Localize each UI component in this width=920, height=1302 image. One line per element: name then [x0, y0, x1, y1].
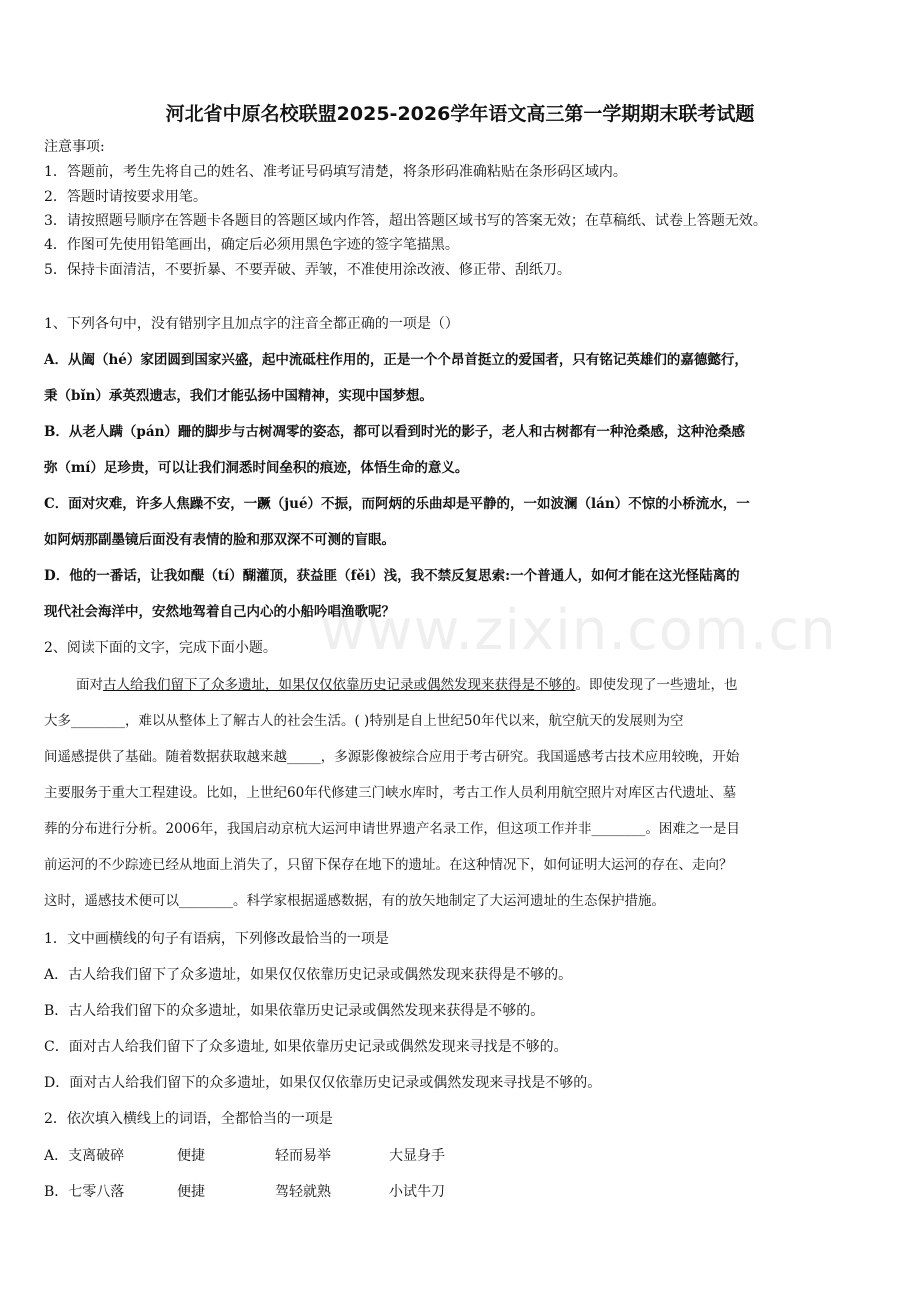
- page-title: 河北省中原名校联盟2025-2026学年语文高三第一学期期末联考试题: [165, 103, 755, 125]
- passage-text: 面对: [76, 677, 103, 693]
- passage-line: 大多________，难以从整体上了解古人的社会生活。( )特别是自上世纪50年代以来，航空航天的发展则为空: [44, 713, 684, 729]
- notice-item: 3．请按照题号顺序在答题卡各题目的答题区域内作答，超出答题区域书写的答案无效；在草稿纸、试卷上答题无效。: [44, 213, 767, 229]
- question-1-option-a-cont: 秉（bǐn）承英烈遗志，我们才能弘扬中国精神，实现中国梦想。: [44, 388, 433, 404]
- sub-question-2-stem: 2．依次填入横线上的词语，全都恰当的一项是: [44, 1111, 333, 1127]
- question-1-option-b: B．从老人蹒（pán）跚的脚步与古树凋零的姿态，都可以看到时光的影子，老人和古树都有一种沧桑感，这种沧桑感: [44, 424, 745, 440]
- sub-question-2-option-b-word: 驾轻就熟: [275, 1184, 331, 1200]
- sub-question-1-option-b: B．古人给我们留下的众多遗址，如果依靠历史记录或偶然发现来获得是不够的。: [44, 1003, 545, 1019]
- passage-line: 主要服务于重大工程建设。比如，上世纪60年代修建三门峡水库时，考古工作人员利用航空照片对库区古代遗址、墓: [44, 785, 737, 801]
- sub-question-1-option-d: D．面对古人给我们留下的众多遗址，如果仅仅依靠历史记录或偶然发现来寻找是不够的。: [44, 1075, 602, 1091]
- question-1-option-d: D．他的一番话，让我如醍（tí）醐灌顶，获益匪（fěi）浅，我不禁反复思索:一个普通人，如何才能在这光怪陆离的: [44, 568, 740, 584]
- sub-question-1-option-c: C．面对古人给我们留下了众多遗址, 如果依靠历史记录或偶然发现来寻找是不够的。: [44, 1039, 568, 1055]
- sub-question-2-option-a: A．支离破碎: [44, 1148, 125, 1164]
- sub-question-2-option-b-word: 小试牛刀: [389, 1184, 445, 1200]
- passage-line: 这时，遥感技术便可以________。科学家根据遥感数据，有的放矢地制定了大运河遗址的生态保护措施。: [44, 893, 665, 909]
- passage-line: 前运河的不少踪迹已经从地面上消失了，只留下保存在地下的遗址。在这种情况下，如何证明大运河的存在、走向？: [44, 857, 733, 873]
- passage-text: 。即使发现了一些遗址，也: [575, 677, 738, 693]
- question-1-option-c: C．面对灾难，许多人焦躁不安，一蹶（jué）不振，而阿炳的乐曲却是平静的，一如波澜（lán）不惊的小桥流水，一: [44, 496, 750, 512]
- sub-question-1-stem: 1．文中画横线的句子有语病，下列修改最恰当的一项是: [44, 931, 389, 947]
- question-1-option-d-cont: 现代社会海洋中，安然地驾着自己内心的小船吟唱渔歌呢？: [44, 604, 395, 620]
- watermark: www.zixin.com.cn: [320, 598, 837, 663]
- underlined-sentence: 古人给我们留下了众多遗址，如果仅仅依靠历史记录或偶然发现来获得是不够的: [103, 677, 576, 693]
- sub-question-2-option-b-word: 便捷: [177, 1184, 205, 1200]
- passage-line: 间遥感提供了基础。随着数据获取越来越_____，多源影像被综合应用于考古研究。我国遥感考古技术应用较晚，开始: [44, 749, 740, 765]
- sub-question-2-option-a-word: 轻而易举: [275, 1148, 331, 1164]
- question-1-stem: 1、下列各句中，没有错别字且加点字的注音全都正确的一项是（）: [44, 316, 459, 332]
- notice-item: 4．作图可先使用铅笔画出，确定后必须用黑色字迹的签字笔描黑。: [44, 237, 459, 253]
- question-1-option-b-cont: 弥（mí）足珍贵，可以让我们洞悉时间垒积的痕迹，体悟生命的意义。: [44, 460, 469, 476]
- notice-heading: 注意事项:: [44, 139, 105, 155]
- sub-question-2-option-a-word: 大显身手: [389, 1148, 445, 1164]
- sub-question-2-option-b: B．七零八落: [44, 1184, 125, 1200]
- question-2-stem: 2、阅读下面的文字，完成下面小题。: [44, 640, 277, 656]
- passage-line: [76, 676, 738, 694]
- sub-question-2-option-a-word: 便捷: [177, 1148, 205, 1164]
- question-1-option-c-cont: 如阿炳那副墨镜后面没有表情的脸和那双深不可测的盲眼。: [44, 532, 395, 548]
- notice-item: 2．答题时请按要求用笔。: [44, 189, 207, 205]
- question-1-option-a: A．从阖（hé）家团圆到国家兴盛，起中流砥柱作用的，正是一个个昂首挺立的爱国者，只有铭记英雄们的嘉德懿行，: [44, 352, 748, 368]
- notice-item: 5．保持卡面清洁，不要折暴、不要弄破、弄皱，不准使用涂改液、修正带、刮纸刀。: [44, 262, 571, 278]
- notice-item: 1．答题前，考生先将自己的姓名、准考证号码填写清楚，将条形码准确粘贴在条形码区域内。: [44, 164, 627, 180]
- passage-line: 葬的分布进行分析。2006年，我国启动京杭大运河申请世界遗产名录工作，但这项工作并非________。困难之一是目: [44, 821, 740, 837]
- sub-question-1-option-a: A．古人给我们留下了众多遗址，如果仅仅依靠历史记录或偶然发现来获得是不够的。: [44, 967, 573, 983]
